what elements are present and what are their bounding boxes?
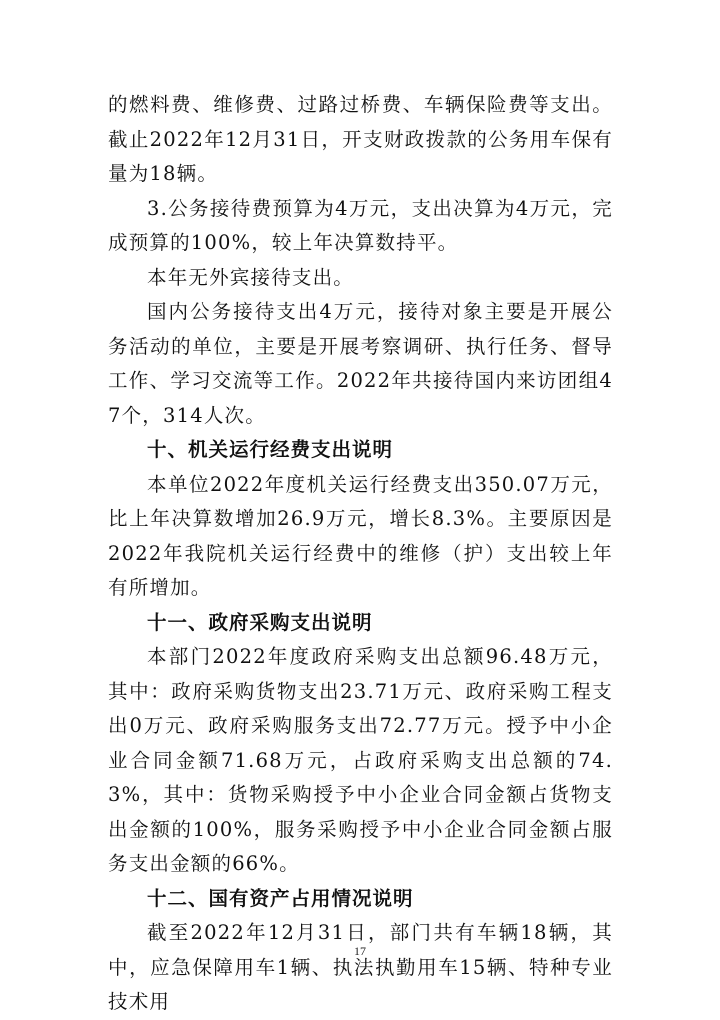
paragraph-domestic-reception: 国内公务接待支出4万元，接待对象主要是开展公务活动的单位，主要是开展考察调研、执行任务、督导工作、学习交流等工作。2022年共接待国内来访团组47个，314人次。 [108,300,613,427]
paragraph-procurement: 本部门2022年度政府采购支出总额96.48万元，其中：政府采购货物支出23.71万元、政府采购工程支出0万元、政府采购服务支出72.77万元。授予中小企业合同金额71.68万元，占政府采购支出总额的74.3%，其中：货物采购授予中小企业合同金额占货物支出金额的100%，服务采购授予中小企业合同金额占服务支出金额的66%。 [108,645,613,875]
paragraph-vehicle-costs: 的燃料费、维修费、过路过桥费、车辆保险费等支出。截止2022年12月31日，开支财政拨款的公务用车保有量为18辆。 [108,93,613,185]
paragraph-state-assets: 截至2022年12月31日，部门共有车辆18辆，其中，应急保障用车1辆、执法执勤用车15辆、特种专业技术用 [108,921,613,1013]
page-body [108,88,613,1020]
paragraph-operating-expenses: 本单位2022年度机关运行经费支出350.07万元，比上年决算数增加26.9万元，增长8.3%。主要原因是2022年我院机关运行经费中的维修（护）支出较上年有所增加。 [108,472,613,599]
section-heading-operating-expenses: 十、机关运行经费支出说明 [147,438,394,461]
section-heading-procurement: 十一、政府采购支出说明 [147,610,373,634]
page-number: 17 [354,944,366,958]
section-heading-state-assets: 十二、国有资产占用情况说明 [147,886,414,910]
paragraph-reception-budget: 3.公务接待费预算为4万元，支出决算为4万元，完成预算的100%，较上年决算数持平。 [108,196,613,254]
paragraph-foreign-reception: 本年无外宾接待支出。 [147,265,355,289]
